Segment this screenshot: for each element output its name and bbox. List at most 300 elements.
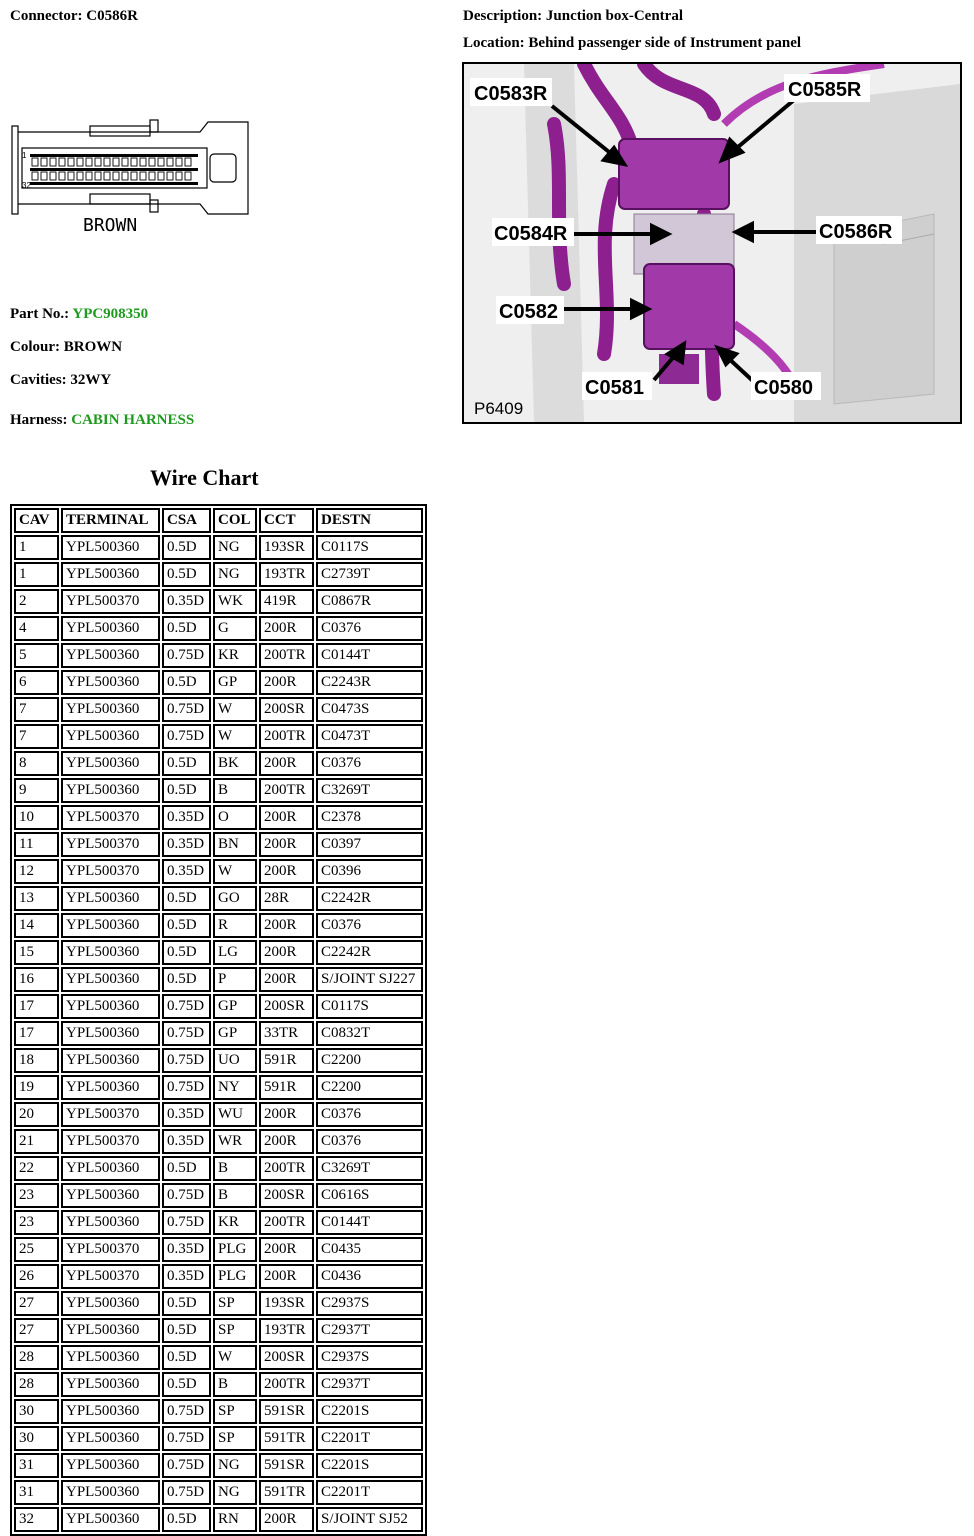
table-row xyxy=(14,1426,423,1451)
cell-terminal[interactable]: YPL500360 xyxy=(61,1048,160,1073)
cell-destn[interactable]: C2739T xyxy=(316,562,423,587)
cell-csa: 0.5D xyxy=(162,1318,211,1343)
cell-cct: 200R xyxy=(259,1237,314,1262)
cell-terminal[interactable]: YPL500360 xyxy=(61,1399,160,1424)
cell-terminal[interactable]: YPL500370 xyxy=(61,1129,160,1154)
table-row xyxy=(14,886,423,911)
table-row xyxy=(14,778,423,803)
cell-cav: 20 xyxy=(14,1102,59,1127)
cell-destn[interactable]: C0396 xyxy=(316,859,423,884)
cell-col: G xyxy=(213,616,257,641)
callout-2: C0584R xyxy=(494,223,568,245)
cell-col: BN xyxy=(213,832,257,857)
cell-col: W xyxy=(213,724,257,749)
cell-csa: 0.75D xyxy=(162,1480,211,1505)
cell-terminal[interactable]: YPL500370 xyxy=(61,1102,160,1127)
cell-destn[interactable]: C0473T xyxy=(316,724,423,749)
cell-csa: 0.5D xyxy=(162,1372,211,1397)
cell-col: LG xyxy=(213,940,257,965)
cell-terminal[interactable]: YPL500360 xyxy=(61,994,160,1019)
cell-cct: 591R xyxy=(259,1075,314,1100)
cell-cav: 25 xyxy=(14,1237,59,1262)
cavities-label: Cavities: xyxy=(10,372,67,388)
cell-cct: 200R xyxy=(259,805,314,830)
cell-cav: 6 xyxy=(14,670,59,695)
cell-destn[interactable]: C2937T xyxy=(316,1318,423,1343)
cell-col: WK xyxy=(213,589,257,614)
cell-cav: 28 xyxy=(14,1345,59,1370)
table-row xyxy=(14,1480,423,1505)
cell-cav: 4 xyxy=(14,616,59,641)
cell-destn[interactable]: C0376 xyxy=(316,913,423,938)
table-row xyxy=(14,1372,423,1397)
cell-cav: 1 xyxy=(14,535,59,560)
cell-cct: 200R xyxy=(259,1507,314,1532)
cell-csa: 0.5D xyxy=(162,1291,211,1316)
table-row xyxy=(14,1129,423,1154)
connector-face-drawing xyxy=(10,118,255,238)
cell-destn[interactable]: C2378 xyxy=(316,805,423,830)
cell-col: W xyxy=(213,697,257,722)
table-row xyxy=(14,562,423,587)
cell-cct: 591R xyxy=(259,1048,314,1073)
location-value: Behind passenger side of Instrument panel xyxy=(528,35,802,51)
cell-col: WR xyxy=(213,1129,257,1154)
wire-chart-body xyxy=(14,535,423,1532)
header-cav: CAV xyxy=(14,508,59,533)
table-row xyxy=(14,1264,423,1289)
cell-cav: 11 xyxy=(14,832,59,857)
cell-terminal[interactable]: YPL500360 xyxy=(61,697,160,722)
cell-terminal[interactable]: YPL500360 xyxy=(61,1183,160,1208)
cell-destn[interactable]: C3269T xyxy=(316,1156,423,1181)
cell-terminal[interactable]: YPL500360 xyxy=(61,562,160,587)
cell-csa: 0.5D xyxy=(162,751,211,776)
cell-col: SP xyxy=(213,1426,257,1451)
cell-cav: 31 xyxy=(14,1480,59,1505)
cell-csa: 0.5D xyxy=(162,940,211,965)
harness-link[interactable]: CABIN HARNESS xyxy=(71,412,195,428)
cell-cav: 17 xyxy=(14,994,59,1019)
cell-destn[interactable]: C2937S xyxy=(316,1291,423,1316)
cell-terminal[interactable]: YPL500370 xyxy=(61,589,160,614)
header-csa: CSA xyxy=(162,508,211,533)
cell-col: R xyxy=(213,913,257,938)
cell-cct: 193SR xyxy=(259,535,314,560)
cell-col: PLG xyxy=(213,1264,257,1289)
cell-cav: 23 xyxy=(14,1183,59,1208)
cell-cav: 2 xyxy=(14,589,59,614)
callout-4: C0582 xyxy=(499,301,558,323)
cell-destn[interactable]: C2201T xyxy=(316,1480,423,1505)
cell-cct: 200R xyxy=(259,859,314,884)
cell-terminal[interactable]: YPL500360 xyxy=(61,535,160,560)
cell-terminal[interactable]: YPL500360 xyxy=(61,1318,160,1343)
table-row xyxy=(14,1156,423,1181)
part-no-label: Part No.: xyxy=(10,306,70,322)
cell-cct: 200R xyxy=(259,1129,314,1154)
cell-cav: 32 xyxy=(14,1507,59,1532)
cell-terminal[interactable]: YPL500360 xyxy=(61,724,160,749)
table-header-row xyxy=(14,508,423,533)
table-row xyxy=(14,1399,423,1424)
cell-col: W xyxy=(213,859,257,884)
cell-cct: 200SR xyxy=(259,994,314,1019)
cell-destn[interactable]: C2200 xyxy=(316,1075,423,1100)
cell-col: GP xyxy=(213,994,257,1019)
table-row xyxy=(14,616,423,641)
cavities-value: 32WY xyxy=(70,372,112,388)
cell-csa: 0.35D xyxy=(162,1237,211,1262)
table-row xyxy=(14,994,423,1019)
table-row xyxy=(14,1237,423,1262)
cell-destn[interactable]: C0144T xyxy=(316,1210,423,1235)
cell-col: BK xyxy=(213,751,257,776)
cell-cav: 30 xyxy=(14,1399,59,1424)
description-info xyxy=(463,8,683,25)
cell-col: P xyxy=(213,967,257,992)
cell-col: NG xyxy=(213,535,257,560)
callout-5: C0581 xyxy=(585,377,644,399)
cell-cct: 200TR xyxy=(259,778,314,803)
cell-cct: 591TR xyxy=(259,1480,314,1505)
cell-cav: 5 xyxy=(14,643,59,668)
cell-cav: 19 xyxy=(14,1075,59,1100)
header-destn: DESTN xyxy=(316,508,423,533)
cell-terminal[interactable]: YPL500360 xyxy=(61,616,160,641)
cell-cct: 419R xyxy=(259,589,314,614)
wire-chart-table xyxy=(10,504,427,1536)
cell-cct: 33TR xyxy=(259,1021,314,1046)
cell-destn[interactable]: C2242R xyxy=(316,886,423,911)
cell-destn[interactable]: C3269T xyxy=(316,778,423,803)
harness-label: Harness: xyxy=(10,412,68,428)
table-row xyxy=(14,1075,423,1100)
connector-value: C0586R xyxy=(86,8,138,24)
cell-terminal[interactable]: YPL500360 xyxy=(61,1075,160,1100)
cell-terminal[interactable]: YPL500360 xyxy=(61,1453,160,1478)
cell-col: B xyxy=(213,1372,257,1397)
cell-destn[interactable]: C2242R xyxy=(316,940,423,965)
cell-cct: 200TR xyxy=(259,643,314,668)
cell-destn[interactable]: C0436 xyxy=(316,1264,423,1289)
cell-csa: 0.75D xyxy=(162,1426,211,1451)
table-row xyxy=(14,1318,423,1343)
cell-col: GP xyxy=(213,670,257,695)
table-row xyxy=(14,1210,423,1235)
location-info xyxy=(463,35,801,52)
cell-csa: 0.75D xyxy=(162,697,211,722)
cell-terminal[interactable]: YPL500360 xyxy=(61,1291,160,1316)
description-label: Description: xyxy=(463,8,543,24)
cell-csa: 0.5D xyxy=(162,1507,211,1532)
cell-cav: 1 xyxy=(14,562,59,587)
cell-csa: 0.75D xyxy=(162,724,211,749)
cell-terminal[interactable]: YPL500370 xyxy=(61,832,160,857)
cell-col: RN xyxy=(213,1507,257,1532)
cell-terminal[interactable]: YPL500360 xyxy=(61,967,160,992)
pin-first-label: 1 xyxy=(22,151,27,160)
table-row xyxy=(14,1048,423,1073)
cell-destn[interactable]: C0616S xyxy=(316,1183,423,1208)
cell-csa: 0.5D xyxy=(162,1156,211,1181)
cell-terminal[interactable]: YPL500360 xyxy=(61,778,160,803)
cell-col: NG xyxy=(213,562,257,587)
cell-cav: 16 xyxy=(14,967,59,992)
table-row xyxy=(14,967,423,992)
cell-csa: 0.75D xyxy=(162,994,211,1019)
callout-6: C0580 xyxy=(754,377,813,399)
cell-destn[interactable]: C0376 xyxy=(316,1102,423,1127)
table-row xyxy=(14,535,423,560)
cell-terminal[interactable]: YPL500360 xyxy=(61,886,160,911)
cell-csa: 0.5D xyxy=(162,967,211,992)
table-row xyxy=(14,1453,423,1478)
cell-destn[interactable]: C2200 xyxy=(316,1048,423,1073)
cell-cav: 31 xyxy=(14,1453,59,1478)
cell-cct: 200R xyxy=(259,913,314,938)
wire-chart-title: Wire Chart xyxy=(150,465,259,490)
cell-csa: 0.5D xyxy=(162,670,211,695)
cell-destn[interactable]: C2201S xyxy=(316,1399,423,1424)
cell-cct: 28R xyxy=(259,886,314,911)
photo-ref: P6409 xyxy=(474,399,524,418)
cell-cav: 9 xyxy=(14,778,59,803)
cell-cct: 200SR xyxy=(259,1345,314,1370)
cell-col: SP xyxy=(213,1318,257,1343)
table-row xyxy=(14,940,423,965)
cell-destn[interactable]: S/JOINT SJ227 xyxy=(316,967,423,992)
table-row xyxy=(14,589,423,614)
cell-col: B xyxy=(213,1156,257,1181)
cell-cav: 12 xyxy=(14,859,59,884)
cell-col: B xyxy=(213,1183,257,1208)
cell-cct: 200TR xyxy=(259,724,314,749)
connector-label: Connector: xyxy=(10,8,83,24)
cell-cav: 8 xyxy=(14,751,59,776)
cell-terminal[interactable]: YPL500360 xyxy=(61,1345,160,1370)
cell-cav: 22 xyxy=(14,1156,59,1181)
cell-csa: 0.35D xyxy=(162,1102,211,1127)
cell-cct: 200TR xyxy=(259,1372,314,1397)
cell-col: GO xyxy=(213,886,257,911)
cell-terminal[interactable]: YPL500360 xyxy=(61,940,160,965)
cell-csa: 0.75D xyxy=(162,1021,211,1046)
cell-cct: 193TR xyxy=(259,1318,314,1343)
cell-csa: 0.75D xyxy=(162,1183,211,1208)
cell-col: NY xyxy=(213,1075,257,1100)
table-row xyxy=(14,913,423,938)
cavities-info xyxy=(10,372,111,389)
cell-cav: 21 xyxy=(14,1129,59,1154)
cell-cav: 30 xyxy=(14,1426,59,1451)
cell-csa: 0.5D xyxy=(162,778,211,803)
cell-col: KR xyxy=(213,1210,257,1235)
cell-cav: 14 xyxy=(14,913,59,938)
cell-cct: 193SR xyxy=(259,1291,314,1316)
harness-info xyxy=(10,412,194,429)
cell-terminal[interactable]: YPL500360 xyxy=(61,1372,160,1397)
cell-cav: 13 xyxy=(14,886,59,911)
cell-csa: 0.75D xyxy=(162,1048,211,1073)
cell-csa: 0.75D xyxy=(162,1210,211,1235)
cell-destn[interactable]: C0376 xyxy=(316,1129,423,1154)
cell-terminal[interactable]: YPL500370 xyxy=(61,805,160,830)
cell-cct: 200TR xyxy=(259,1156,314,1181)
cell-cct: 200R xyxy=(259,1102,314,1127)
cell-terminal[interactable]: YPL500360 xyxy=(61,913,160,938)
part-no-link[interactable]: YPC908350 xyxy=(72,306,149,322)
cell-destn[interactable]: C2937T xyxy=(316,1372,423,1397)
cell-terminal[interactable]: YPL500370 xyxy=(61,1237,160,1262)
cell-terminal[interactable]: YPL500360 xyxy=(61,751,160,776)
cell-cct: 193TR xyxy=(259,562,314,587)
colour-info xyxy=(10,339,122,356)
cell-destn[interactable]: C0144T xyxy=(316,643,423,668)
table-row xyxy=(14,832,423,857)
cell-terminal[interactable]: YPL500360 xyxy=(61,670,160,695)
cell-cct: 200R xyxy=(259,967,314,992)
cell-destn[interactable]: C0117S xyxy=(316,535,423,560)
cell-destn[interactable]: C0473S xyxy=(316,697,423,722)
cell-destn[interactable]: C0435 xyxy=(316,1237,423,1262)
cell-cav: 27 xyxy=(14,1291,59,1316)
cell-csa: 0.35D xyxy=(162,832,211,857)
cell-cav: 26 xyxy=(14,1264,59,1289)
callout-1: C0585R xyxy=(788,79,862,101)
table-row xyxy=(14,1183,423,1208)
cell-destn[interactable]: C2201S xyxy=(316,1453,423,1478)
table-row xyxy=(14,1102,423,1127)
location-label: Location: xyxy=(463,35,525,51)
table-row xyxy=(14,1345,423,1370)
cell-terminal[interactable]: YPL500370 xyxy=(61,859,160,884)
colour-value: BROWN xyxy=(63,339,123,355)
cell-cct: 591SR xyxy=(259,1453,314,1478)
cell-destn[interactable]: C2243R xyxy=(316,670,423,695)
table-row xyxy=(14,1507,423,1532)
cell-col: NG xyxy=(213,1453,257,1478)
location-illustration xyxy=(462,62,962,424)
cell-cct: 200SR xyxy=(259,1183,314,1208)
cell-col: NG xyxy=(213,1480,257,1505)
cell-csa: 0.5D xyxy=(162,913,211,938)
table-row xyxy=(14,805,423,830)
cell-csa: 0.5D xyxy=(162,535,211,560)
header-col: COL xyxy=(213,508,257,533)
table-row xyxy=(14,1291,423,1316)
cell-terminal[interactable]: YPL500370 xyxy=(61,1264,160,1289)
cell-csa: 0.75D xyxy=(162,1075,211,1100)
cell-csa: 0.75D xyxy=(162,1399,211,1424)
cell-cav: 7 xyxy=(14,724,59,749)
cell-destn[interactable]: C2937S xyxy=(316,1345,423,1370)
colour-label: Colour: xyxy=(10,339,60,355)
cell-col: W xyxy=(213,1345,257,1370)
cell-cct: 200R xyxy=(259,940,314,965)
cell-cav: 27 xyxy=(14,1318,59,1343)
callout-3: C0586R xyxy=(819,221,893,243)
table-row xyxy=(14,1021,423,1046)
cell-cav: 18 xyxy=(14,1048,59,1073)
cell-col: B xyxy=(213,778,257,803)
cell-csa: 0.35D xyxy=(162,589,211,614)
cell-csa: 0.35D xyxy=(162,1264,211,1289)
cell-csa: 0.35D xyxy=(162,859,211,884)
pin-last-label: 32 xyxy=(22,181,31,190)
cell-cct: 200R xyxy=(259,670,314,695)
cell-csa: 0.5D xyxy=(162,886,211,911)
cell-destn[interactable]: C2201T xyxy=(316,1426,423,1451)
header-terminal: TERMINAL xyxy=(61,508,160,533)
cell-cct: 591SR xyxy=(259,1399,314,1424)
cell-cct: 200R xyxy=(259,751,314,776)
cell-col: PLG xyxy=(213,1237,257,1262)
cell-destn[interactable]: C0832T xyxy=(316,1021,423,1046)
cell-csa: 0.5D xyxy=(162,562,211,587)
table-row xyxy=(14,670,423,695)
cell-csa: 0.75D xyxy=(162,1453,211,1478)
connector-info xyxy=(10,8,138,25)
cell-col: KR xyxy=(213,643,257,668)
cell-terminal[interactable]: YPL500360 xyxy=(61,1021,160,1046)
cell-col: GP xyxy=(213,1021,257,1046)
cell-terminal[interactable]: YPL500360 xyxy=(61,1210,160,1235)
cell-cct: 200R xyxy=(259,1264,314,1289)
header-cct: CCT xyxy=(259,508,314,533)
cell-csa: 0.35D xyxy=(162,805,211,830)
table-row xyxy=(14,643,423,668)
table-row xyxy=(14,751,423,776)
cell-col: WU xyxy=(213,1102,257,1127)
cell-col: SP xyxy=(213,1399,257,1424)
cell-terminal[interactable]: YPL500360 xyxy=(61,643,160,668)
cell-cav: 15 xyxy=(14,940,59,965)
cell-cav: 28 xyxy=(14,1372,59,1397)
cell-cct: 200R xyxy=(259,616,314,641)
cell-cct: 200SR xyxy=(259,697,314,722)
cell-destn[interactable]: C0397 xyxy=(316,832,423,857)
cell-csa: 0.5D xyxy=(162,616,211,641)
cell-terminal[interactable]: YPL500360 xyxy=(61,1480,160,1505)
cell-terminal[interactable]: YPL500360 xyxy=(61,1507,160,1532)
cell-terminal[interactable]: YPL500360 xyxy=(61,1156,160,1181)
cell-terminal[interactable]: YPL500360 xyxy=(61,1426,160,1451)
cell-destn[interactable]: C0867R xyxy=(316,589,423,614)
cell-cct: 200R xyxy=(259,832,314,857)
cell-cav: 10 xyxy=(14,805,59,830)
cell-csa: 0.35D xyxy=(162,1129,211,1154)
cell-destn[interactable]: C0117S xyxy=(316,994,423,1019)
drawing-colour-label: BROWN xyxy=(83,215,138,236)
cell-destn[interactable]: C0376 xyxy=(316,616,423,641)
table-row xyxy=(14,859,423,884)
cell-csa: 0.75D xyxy=(162,643,211,668)
cell-destn[interactable]: S/JOINT SJ52 xyxy=(316,1507,423,1532)
description-value: Junction box-Central xyxy=(545,8,683,24)
callout-0: C0583R xyxy=(474,83,548,105)
table-row xyxy=(14,724,423,749)
cell-csa: 0.5D xyxy=(162,1345,211,1370)
table-row xyxy=(14,697,423,722)
part-no-info xyxy=(10,306,148,323)
cell-col: SP xyxy=(213,1291,257,1316)
cell-cav: 7 xyxy=(14,697,59,722)
cell-cct: 200TR xyxy=(259,1210,314,1235)
cell-cct: 591TR xyxy=(259,1426,314,1451)
cell-col: UO xyxy=(213,1048,257,1073)
cell-destn[interactable]: C0376 xyxy=(316,751,423,776)
